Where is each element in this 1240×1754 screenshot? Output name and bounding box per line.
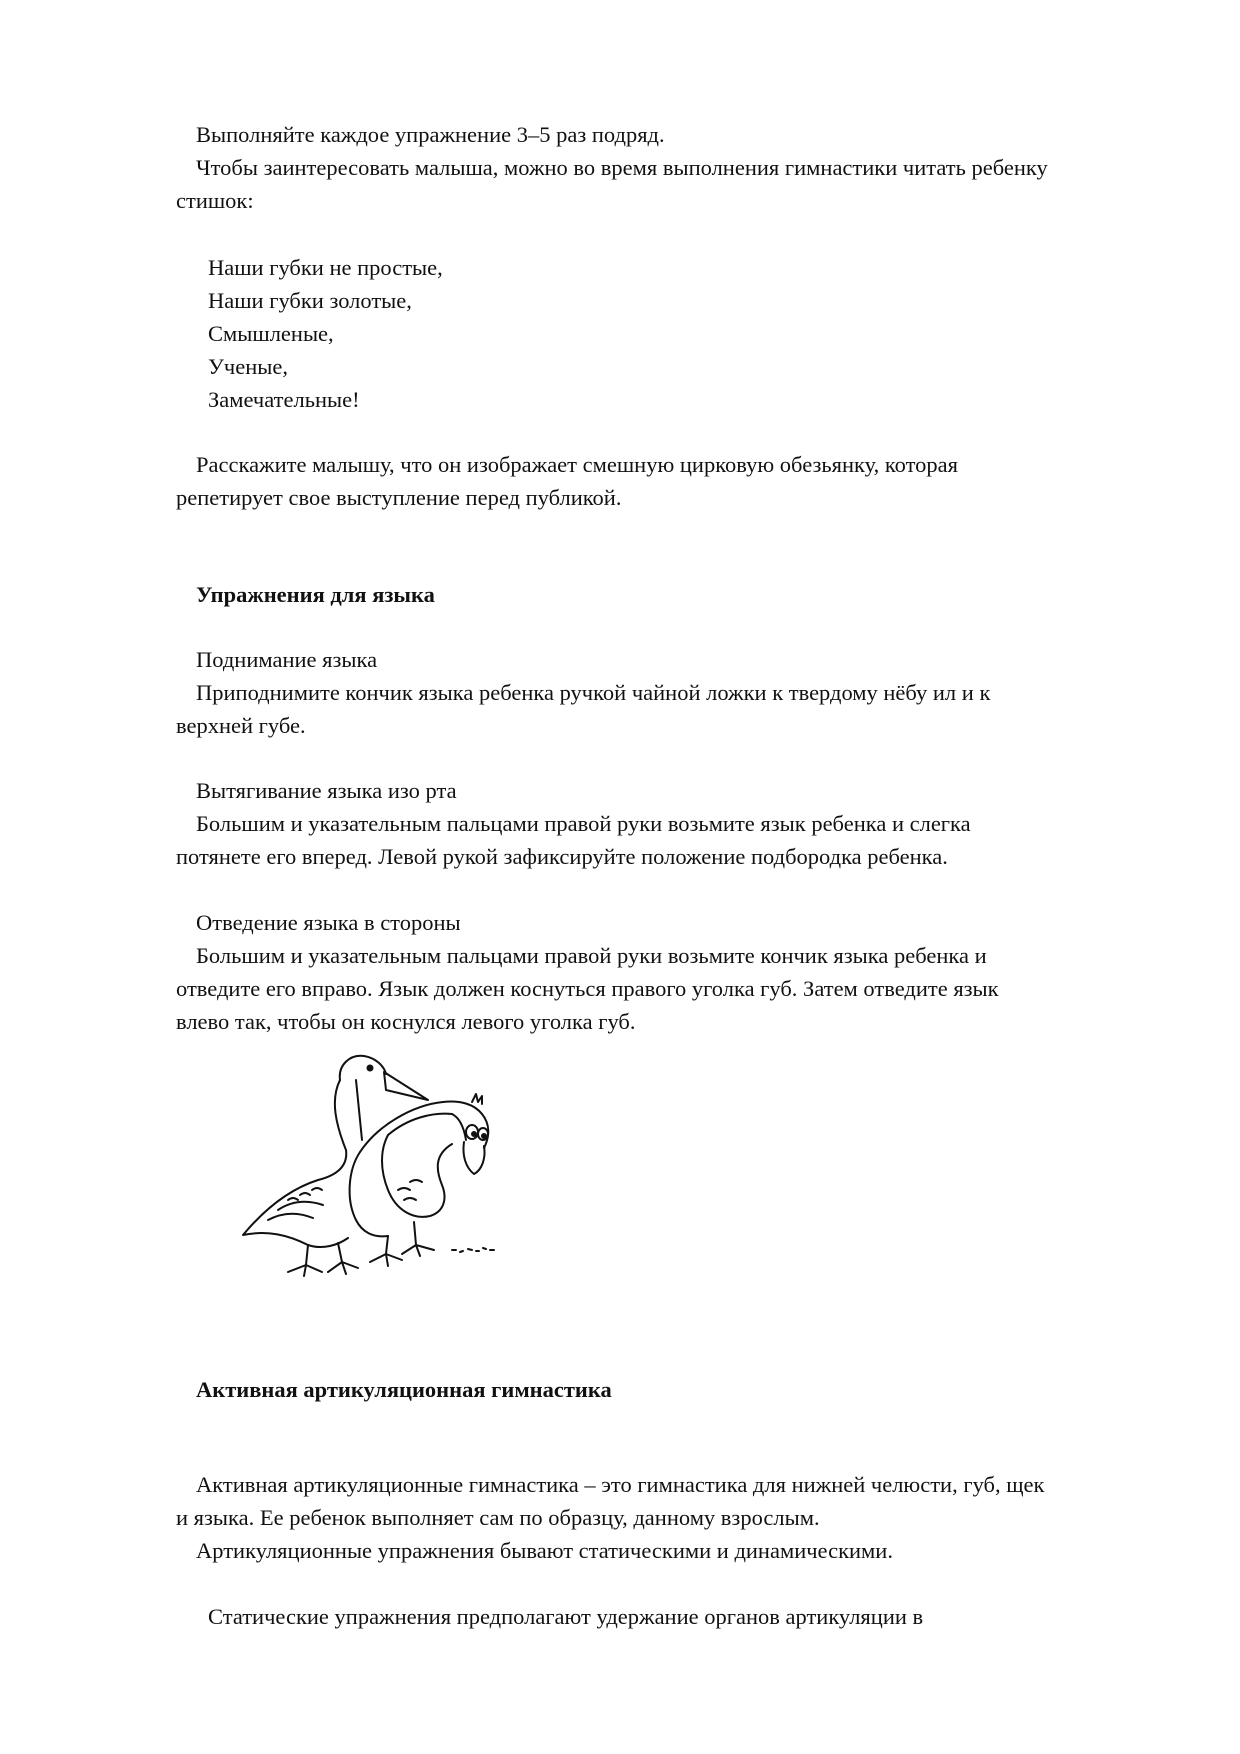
active-para3: Статические упражнения предполагают удержание органов артикуляции в (208, 1604, 924, 1629)
back-goose-leg (328, 1243, 358, 1274)
poem-line: Смышленые, (208, 321, 334, 346)
front-goose-leg (402, 1222, 434, 1256)
exercise-text-line: влево так, чтобы он коснулся левого уголка губ. (176, 1009, 636, 1034)
back-goose-eye (368, 1066, 373, 1071)
ground-crumbs (452, 1248, 494, 1252)
geese-illustration (238, 1040, 528, 1290)
back-goose-beak (384, 1072, 428, 1100)
exercise-title: Вытягивание языка изо рта (196, 778, 457, 803)
back-goose-neck (340, 1056, 386, 1080)
exercise-text-line: отведите его вправо. Язык должен коснуться правого уголка губ. Затем отведите язык (176, 976, 999, 1001)
front-goose-head (452, 1114, 466, 1140)
back-goose-head (356, 1080, 362, 1140)
exercise-text-line: потянете его вперед. Левой рукой зафиксируйте положение подбородка ребенка. (176, 844, 948, 869)
exercise-text-line: Приподнимите кончик языка ребенка ручкой чайной ложки к твердому нёбу ил и к (196, 680, 991, 705)
front-goose-crest (472, 1094, 482, 1104)
poem-line: Ученые, (208, 354, 289, 379)
exercise-title: Поднимание языка (196, 647, 378, 672)
exercise-title: Отведение языка в стороны (196, 910, 461, 935)
poem-line: Замечательные! (208, 387, 360, 412)
intro-line-3: стишок: (176, 188, 254, 213)
poem-line: Наши губки не простые, (208, 255, 443, 280)
active-para2: Артикуляционные упражнения бывают статическими и динамическими. (196, 1538, 893, 1563)
active-para1-line2: и языка. Ее ребенок выполняет сам по образцу, данному взрослым. (176, 1505, 820, 1530)
exercise-text-line: Большим и указательным пальцами правой руки возьмите кончик языка ребенка и (196, 943, 987, 968)
intro-line-1: Выполняйте каждое упражнение 3–5 раз подряд. (196, 122, 665, 147)
front-goose-leg (370, 1236, 402, 1266)
story-line-1: Расскажите малышу, что он изображает смешную цирковую обезьянку, которая (196, 452, 958, 477)
active-para1-line1: Активная артикуляционные гимнастика – это гимнастика для нижней челюсти, губ, щек (196, 1472, 1045, 1497)
front-goose-body (382, 1135, 452, 1217)
section-heading-tongue: Упражнения для языка (196, 582, 435, 607)
back-goose-body (243, 1080, 348, 1247)
story-line-2: репетирует свое выступление перед публикой. (176, 485, 622, 510)
intro-line-2: Чтобы заинтересовать малыша, можно во время выполнения гимнастики читать ребенку (196, 155, 1048, 180)
front-goose-beak (463, 1142, 484, 1174)
exercise-text-line: Большим и указательным пальцами правой руки возьмите язык ребенка и слегка (196, 811, 971, 836)
poem-line: Наши губки золотые, (208, 288, 412, 313)
section-heading-active: Активная артикуляционная гимнастика (196, 1377, 612, 1402)
exercise-text-line: верхней губе. (176, 713, 306, 738)
back-goose-leg (288, 1245, 322, 1276)
